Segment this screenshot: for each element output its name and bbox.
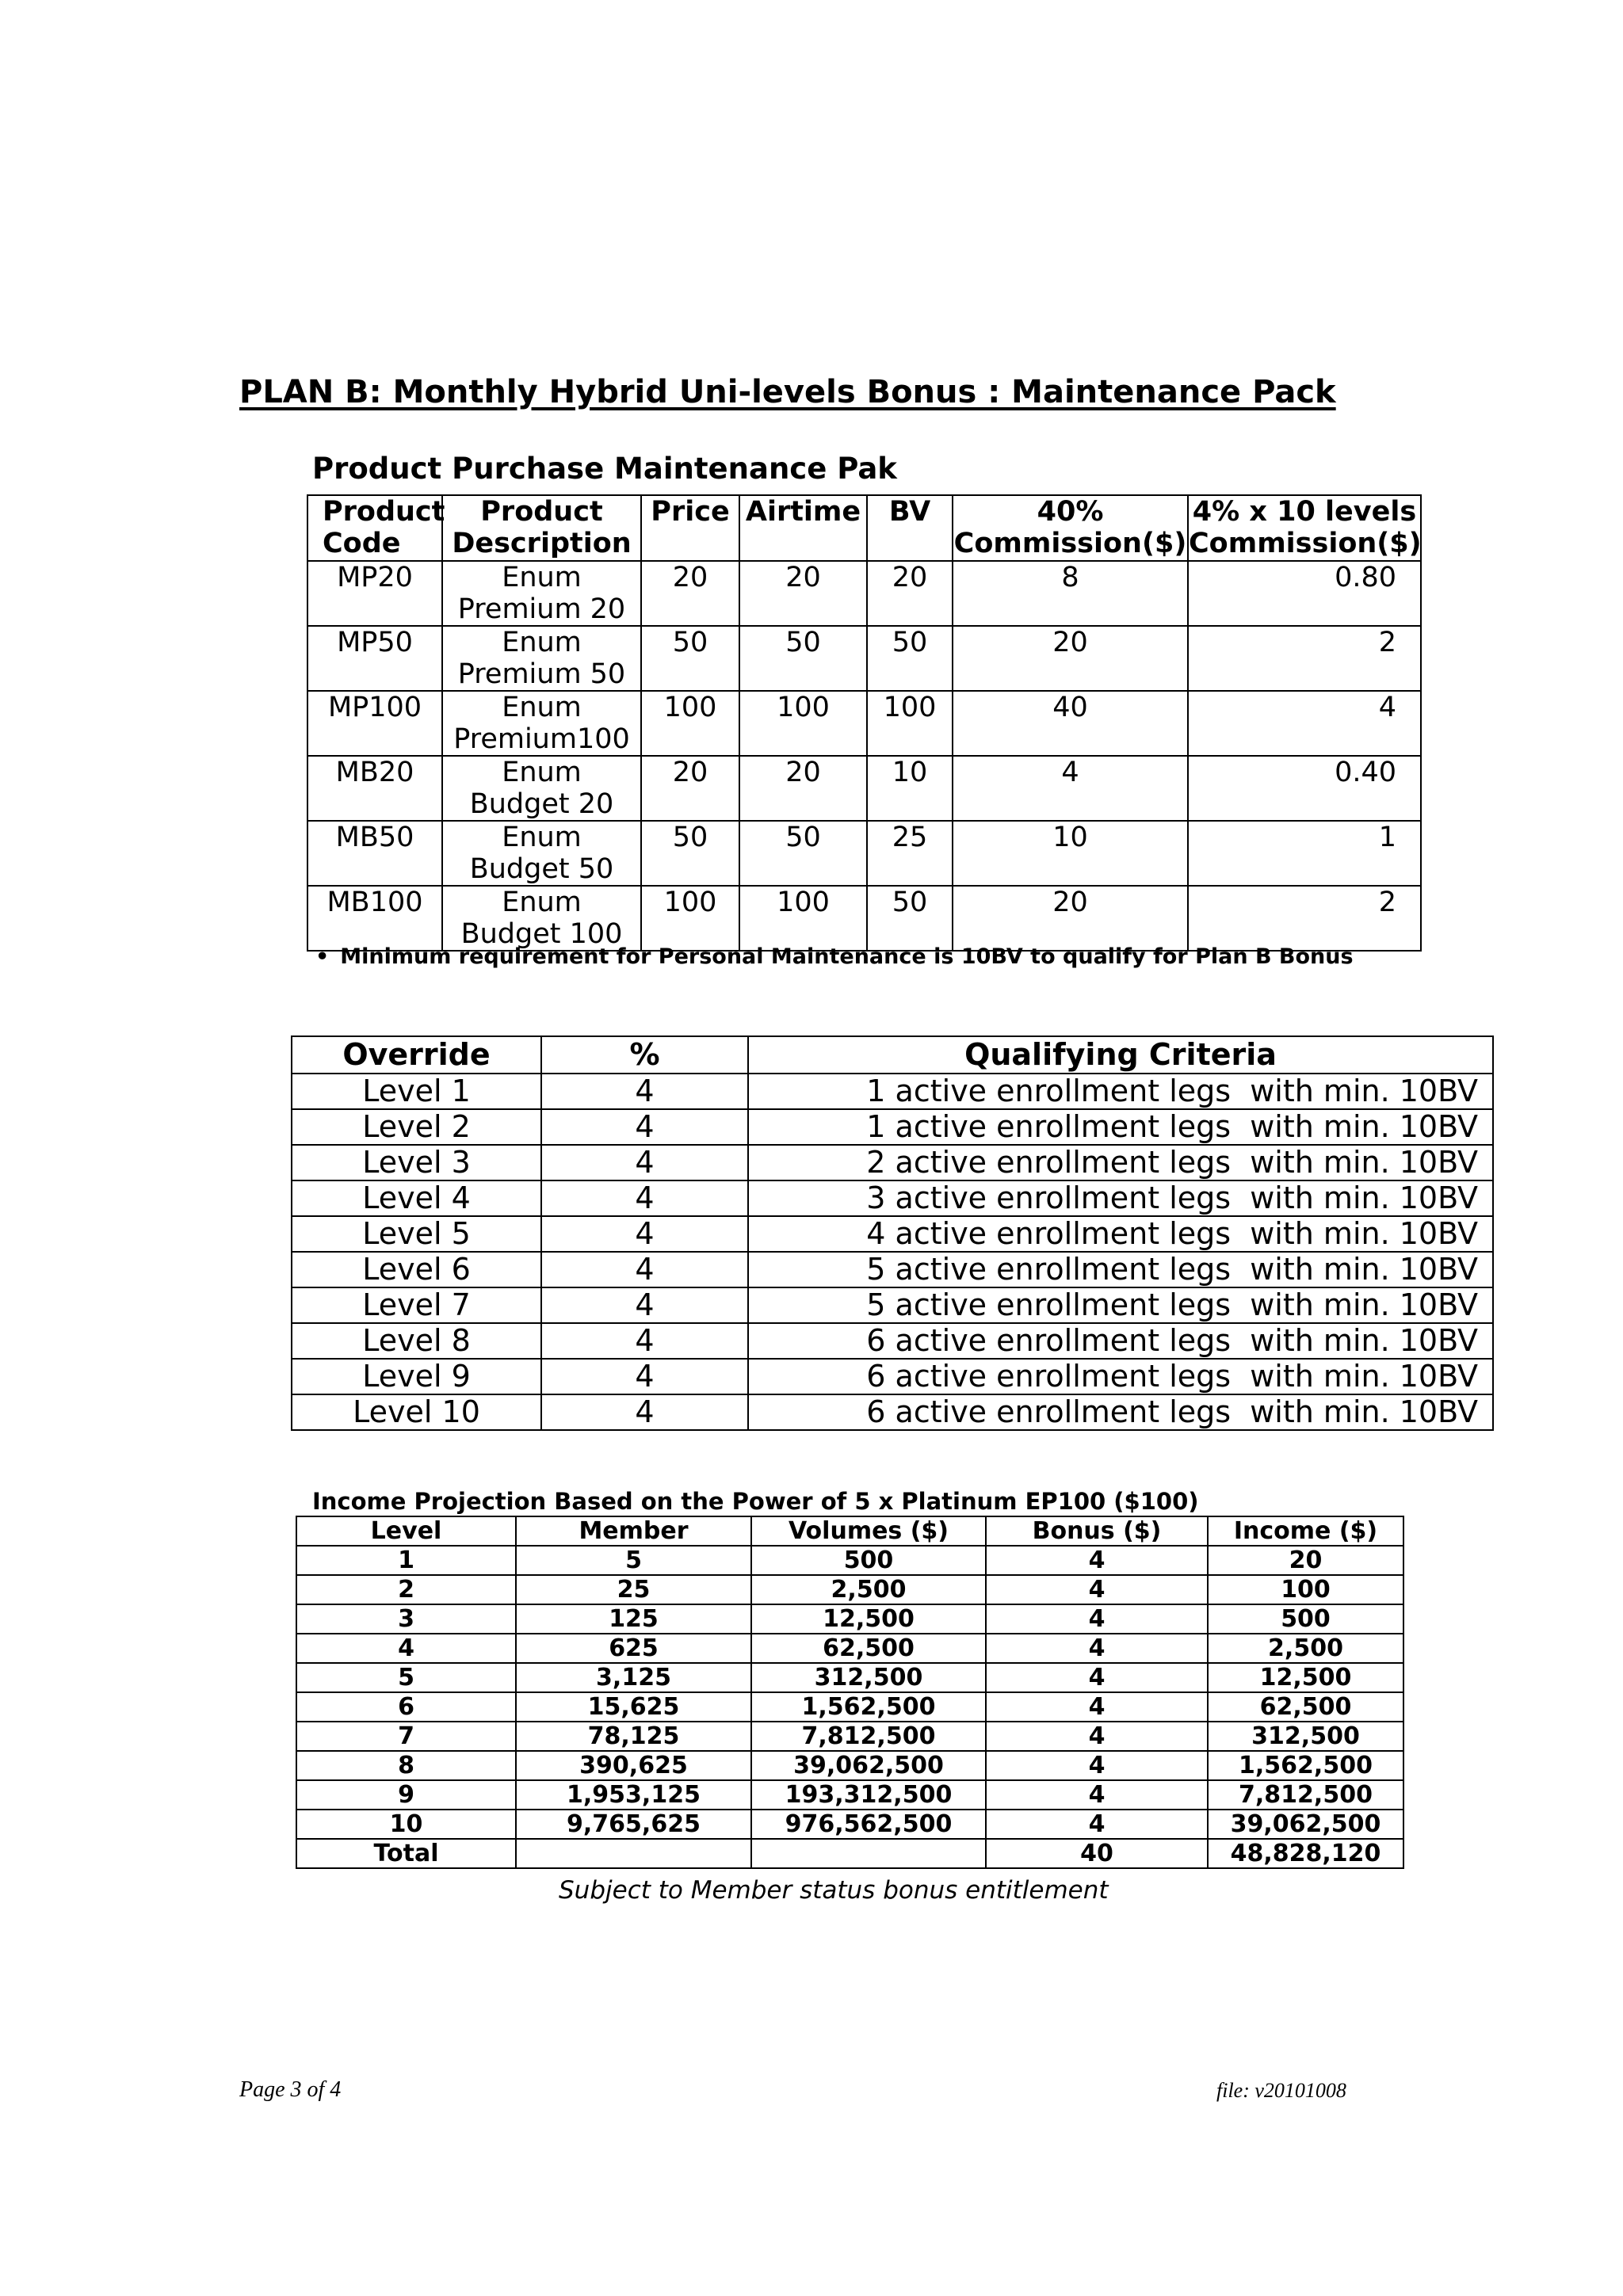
table-row — [307, 756, 1421, 821]
commission-40-cell: 8 — [953, 561, 1188, 626]
income-level-cell: 10 — [296, 1810, 516, 1839]
table-row — [296, 1722, 1403, 1751]
table-row — [292, 1109, 1493, 1145]
header-percent: % — [541, 1036, 748, 1074]
income-member-cell: 25 — [516, 1575, 751, 1604]
income-income-cell: 2,500 — [1208, 1634, 1403, 1663]
table-row — [307, 886, 1421, 951]
override-percent-cell: 4 — [541, 1323, 748, 1359]
product-code-cell: MP50 — [307, 626, 442, 691]
income-volumes-cell: 1,562,500 — [751, 1692, 986, 1722]
product-table — [307, 494, 1422, 952]
override-percent-cell: 4 — [541, 1359, 748, 1394]
income-level-cell: 1 — [296, 1546, 516, 1575]
bv-cell: 100 — [867, 691, 953, 756]
income-volumes-cell: 312,500 — [751, 1663, 986, 1692]
income-volumes-cell: 976,562,500 — [751, 1810, 986, 1839]
bv-cell: 20 — [867, 561, 953, 626]
bv-cell: 50 — [867, 886, 953, 951]
override-level-cell: Level 9 — [292, 1359, 541, 1394]
income-level-cell: 6 — [296, 1692, 516, 1722]
override-level-cell: Level 2 — [292, 1109, 541, 1145]
commission-4x10-cell: 0.80 — [1188, 561, 1421, 626]
income-bonus-cell: 4 — [986, 1575, 1208, 1604]
override-level-cell: Level 7 — [292, 1287, 541, 1323]
header-override: Override — [292, 1036, 541, 1074]
income-bonus-cell: 4 — [986, 1810, 1208, 1839]
table-row — [296, 1692, 1403, 1722]
override-percent-cell: 4 — [541, 1109, 748, 1145]
product-description-cell — [442, 756, 641, 821]
income-level-cell: 9 — [296, 1780, 516, 1810]
income-income-cell: 20 — [1208, 1546, 1403, 1575]
header-product-code: Product Code — [307, 495, 442, 561]
income-level-cell: 4 — [296, 1634, 516, 1663]
override-level-cell: Level 4 — [292, 1180, 541, 1216]
product-description-cell — [442, 821, 641, 886]
page-number: Page 3 of 4 — [239, 2077, 342, 2102]
commission-4x10-cell: 1 — [1188, 821, 1421, 886]
header-qualifying-criteria: Qualifying Criteria — [748, 1036, 1493, 1074]
override-percent-cell: 4 — [541, 1074, 748, 1109]
product-code-cell: MB20 — [307, 756, 442, 821]
qualifying-criteria-cell: 5 active enrollment legs with min. 10BV — [748, 1252, 1493, 1287]
table-row — [296, 1810, 1403, 1839]
override-percent-cell: 4 — [541, 1180, 748, 1216]
header-commission-4x10: 4% x 10 levels Commission($) — [1189, 496, 1422, 559]
description-line-2: Budget 100 — [460, 918, 623, 950]
income-bonus-cell: 40 — [986, 1839, 1208, 1868]
product-table-header-row — [307, 495, 1421, 561]
file-version: file: v20101008 — [1216, 2079, 1346, 2102]
price-cell: 100 — [641, 886, 739, 951]
description-line-2: Budget 50 — [469, 853, 614, 885]
income-level-cell: 3 — [296, 1604, 516, 1634]
price-cell: 100 — [641, 691, 739, 756]
income-bonus-cell: 4 — [986, 1722, 1208, 1751]
override-table — [291, 1035, 1494, 1431]
income-member-cell: 5 — [516, 1546, 751, 1575]
income-income-cell: 100 — [1208, 1575, 1403, 1604]
header-income: Income ($) — [1208, 1516, 1403, 1546]
income-member-cell: 3,125 — [516, 1663, 751, 1692]
income-member-cell: 390,625 — [516, 1751, 751, 1780]
product-table-title: Product Purchase Maintenance Pak — [312, 452, 897, 486]
qualifying-criteria-cell: 1 active enrollment legs with min. 10BV — [748, 1074, 1493, 1109]
income-volumes-cell: 62,500 — [751, 1634, 986, 1663]
table-row — [292, 1074, 1493, 1109]
table-row — [296, 1663, 1403, 1692]
product-code-cell: MP20 — [307, 561, 442, 626]
airtime-cell: 20 — [739, 561, 867, 626]
commission-40-cell: 4 — [953, 756, 1188, 821]
income-volumes-cell: 12,500 — [751, 1604, 986, 1634]
income-member-cell — [516, 1839, 751, 1868]
override-level-cell: Level 1 — [292, 1074, 541, 1109]
income-level-cell: 8 — [296, 1751, 516, 1780]
income-bonus-cell: 4 — [986, 1780, 1208, 1810]
price-cell: 50 — [641, 821, 739, 886]
qualifying-criteria-cell: 6 active enrollment legs with min. 10BV — [748, 1323, 1493, 1359]
income-income-cell: 7,812,500 — [1208, 1780, 1403, 1810]
product-description-cell — [442, 626, 641, 691]
table-row — [296, 1604, 1403, 1634]
qualifying-criteria-cell: 5 active enrollment legs with min. 10BV — [748, 1287, 1493, 1323]
income-bonus-cell: 4 — [986, 1751, 1208, 1780]
commission-4x10-cell: 4 — [1188, 691, 1421, 756]
airtime-cell: 100 — [739, 886, 867, 951]
income-volumes-cell: 500 — [751, 1546, 986, 1575]
override-percent-cell: 4 — [541, 1252, 748, 1287]
income-member-cell: 78,125 — [516, 1722, 751, 1751]
table-row — [292, 1394, 1493, 1430]
product-description-cell — [442, 886, 641, 951]
override-percent-cell: 4 — [541, 1216, 748, 1252]
income-level-cell: 2 — [296, 1575, 516, 1604]
qualifying-criteria-cell: 4 active enrollment legs with min. 10BV — [748, 1216, 1493, 1252]
income-level-cell: Total — [296, 1839, 516, 1868]
override-percent-cell: 4 — [541, 1145, 748, 1180]
income-income-cell: 1,562,500 — [1208, 1751, 1403, 1780]
income-table-title: Income Projection Based on the Power of 5 x Platinum EP100 ($100) — [312, 1488, 1199, 1515]
income-income-cell: 12,500 — [1208, 1663, 1403, 1692]
description-line-2: Premium100 — [453, 723, 630, 755]
table-row — [296, 1780, 1403, 1810]
qualifying-criteria-cell: 1 active enrollment legs with min. 10BV — [748, 1109, 1493, 1145]
product-code-cell: MB100 — [307, 886, 442, 951]
table-row — [307, 561, 1421, 626]
income-member-cell: 125 — [516, 1604, 751, 1634]
override-level-cell: Level 3 — [292, 1145, 541, 1180]
qualifying-criteria-cell: 6 active enrollment legs with min. 10BV — [748, 1394, 1493, 1430]
airtime-cell: 100 — [739, 691, 867, 756]
override-percent-cell: 4 — [541, 1394, 748, 1430]
airtime-cell: 20 — [739, 756, 867, 821]
income-member-cell: 15,625 — [516, 1692, 751, 1722]
header-airtime: Airtime — [739, 495, 867, 561]
commission-40-cell: 20 — [953, 886, 1188, 951]
airtime-cell: 50 — [739, 626, 867, 691]
income-level-cell: 5 — [296, 1663, 516, 1692]
income-bonus-cell: 4 — [986, 1663, 1208, 1692]
commission-40-cell: 20 — [953, 626, 1188, 691]
page-title: PLAN B: Monthly Hybrid Uni-levels Bonus : Maintenance Pack — [239, 374, 1336, 410]
header-product-description: Product Description — [442, 495, 641, 561]
income-volumes-cell: 193,312,500 — [751, 1780, 986, 1810]
product-description-cell — [442, 691, 641, 756]
description-line-2: Premium 50 — [457, 658, 626, 690]
requirement-note-text: Minimum requirement for Personal Maintenance is 10BV to qualify for Plan B Bonus — [340, 944, 1354, 969]
table-row — [292, 1180, 1493, 1216]
override-level-cell: Level 8 — [292, 1323, 541, 1359]
table-row — [296, 1634, 1403, 1663]
income-income-cell: 500 — [1208, 1604, 1403, 1634]
override-level-cell: Level 10 — [292, 1394, 541, 1430]
description-line-1: Enum — [502, 692, 582, 723]
header-level: Level — [296, 1516, 516, 1546]
income-bonus-cell: 4 — [986, 1604, 1208, 1634]
bv-cell: 25 — [867, 821, 953, 886]
header-commission-40: 40% Commission($) — [953, 496, 1187, 559]
income-volumes-cell — [751, 1839, 986, 1868]
price-cell: 50 — [641, 626, 739, 691]
table-row — [292, 1252, 1493, 1287]
price-cell: 20 — [641, 756, 739, 821]
header-bv: BV — [867, 495, 953, 561]
table-row — [307, 821, 1421, 886]
income-bonus-cell: 4 — [986, 1546, 1208, 1575]
product-code-cell: MP100 — [307, 691, 442, 756]
income-bonus-cell: 4 — [986, 1692, 1208, 1722]
override-level-cell: Level 5 — [292, 1216, 541, 1252]
qualifying-criteria-cell: 2 active enrollment legs with min. 10BV — [748, 1145, 1493, 1180]
bv-cell: 50 — [867, 626, 953, 691]
airtime-cell: 50 — [739, 821, 867, 886]
income-level-cell: 7 — [296, 1722, 516, 1751]
qualifying-criteria-cell: 6 active enrollment legs with min. 10BV — [748, 1359, 1493, 1394]
bullet: • — [315, 944, 330, 969]
header-price: Price — [641, 495, 739, 561]
qualifying-criteria-cell: 3 active enrollment legs with min. 10BV — [748, 1180, 1493, 1216]
income-member-cell: 625 — [516, 1634, 751, 1663]
income-member-cell: 9,765,625 — [516, 1810, 751, 1839]
header-member: Member — [516, 1516, 751, 1546]
requirement-note — [315, 944, 1354, 969]
income-income-cell: 62,500 — [1208, 1692, 1403, 1722]
description-line-1: Enum — [502, 757, 582, 788]
table-row — [292, 1287, 1493, 1323]
description-line-2: Budget 20 — [469, 788, 614, 820]
income-income-cell: 312,500 — [1208, 1722, 1403, 1751]
table-row — [292, 1216, 1493, 1252]
income-member-cell: 1,953,125 — [516, 1780, 751, 1810]
commission-4x10-cell: 2 — [1188, 626, 1421, 691]
table-row — [292, 1323, 1493, 1359]
override-table-header-row — [292, 1036, 1493, 1074]
table-row — [296, 1751, 1403, 1780]
commission-4x10-cell: 2 — [1188, 886, 1421, 951]
product-code-cell: MB50 — [307, 821, 442, 886]
product-description-cell — [442, 561, 641, 626]
table-row — [296, 1546, 1403, 1575]
override-percent-cell: 4 — [541, 1287, 748, 1323]
table-row — [292, 1359, 1493, 1394]
income-volumes-cell: 2,500 — [751, 1575, 986, 1604]
commission-40-cell: 40 — [953, 691, 1188, 756]
table-row — [296, 1839, 1403, 1868]
income-table-header-row — [296, 1516, 1403, 1546]
table-row — [307, 691, 1421, 756]
table-row — [307, 626, 1421, 691]
bv-cell: 10 — [867, 756, 953, 821]
income-income-cell: 48,828,120 — [1208, 1839, 1403, 1868]
description-line-1: Enum — [502, 887, 582, 918]
income-volumes-cell: 39,062,500 — [751, 1751, 986, 1780]
income-volumes-cell: 7,812,500 — [751, 1722, 986, 1751]
income-income-cell: 39,062,500 — [1208, 1810, 1403, 1839]
price-cell: 20 — [641, 561, 739, 626]
description-line-1: Enum — [502, 562, 582, 593]
description-line-1: Enum — [502, 822, 582, 853]
income-bonus-cell: 4 — [986, 1634, 1208, 1663]
description-line-1: Enum — [502, 627, 582, 658]
table-row — [292, 1145, 1493, 1180]
table-row — [296, 1575, 1403, 1604]
income-table — [296, 1516, 1404, 1869]
header-volumes: Volumes ($) — [751, 1516, 986, 1546]
income-footnote: Subject to Member status bonus entitlement — [559, 1876, 1109, 1905]
header-bonus: Bonus ($) — [986, 1516, 1208, 1546]
commission-40-cell: 10 — [953, 821, 1188, 886]
description-line-2: Premium 20 — [457, 593, 626, 625]
override-level-cell: Level 6 — [292, 1252, 541, 1287]
commission-4x10-cell: 0.40 — [1188, 756, 1421, 821]
